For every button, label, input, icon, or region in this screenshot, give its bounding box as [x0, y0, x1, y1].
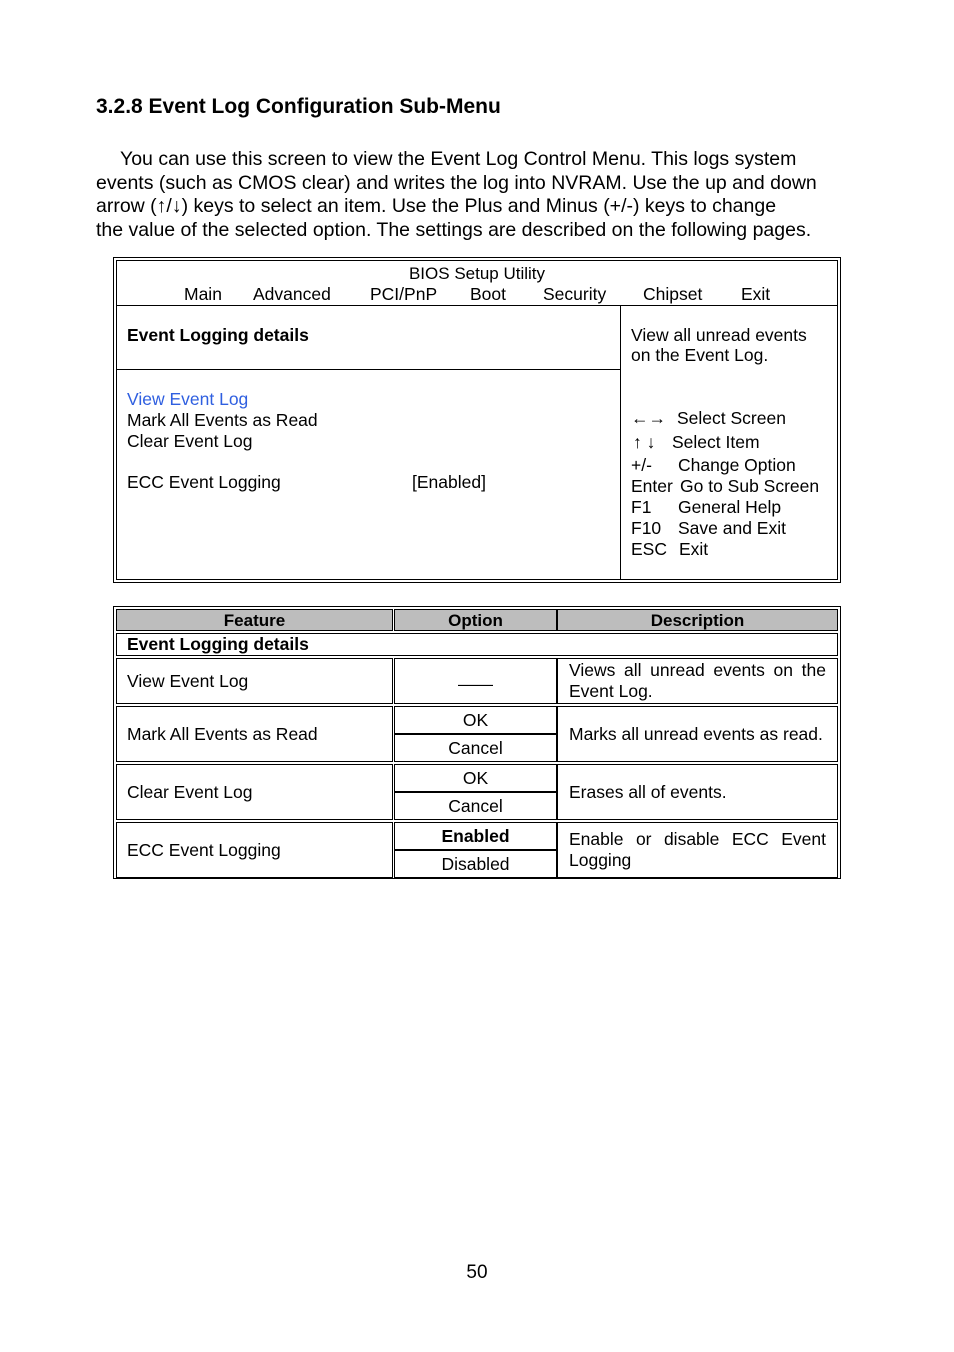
description-text: Erases all of events. — [569, 781, 727, 802]
menu-tab-pcipnp[interactable]: PCI/PnP — [370, 284, 438, 304]
table-row-option: Disabled — [394, 850, 557, 878]
key-action: Exit — [679, 539, 709, 559]
table-row-description — [557, 764, 838, 820]
bios-screen — [113, 257, 841, 583]
ecc-value[interactable]: [Enabled] — [412, 472, 486, 492]
menu-tab-exit[interactable]: Exit — [741, 284, 771, 304]
key-f1: F1 — [631, 497, 652, 517]
menu-item-clear-event-log[interactable]: Clear Event Log — [127, 431, 253, 451]
menu-tab-boot[interactable]: Boot — [470, 284, 506, 304]
key-action: Go to Sub Screen — [680, 476, 820, 496]
key-arrows-ud: ↑ ↓ — [633, 432, 656, 452]
table-row-option: OK — [394, 764, 557, 792]
table-row-feature: Mark All Events as Read — [116, 706, 393, 762]
table-row-description — [557, 822, 838, 878]
table-row-option: OK — [394, 706, 557, 734]
key-action: Save and Exit — [678, 518, 786, 538]
table-row-description — [557, 658, 838, 704]
key-plus-minus: +/- — [631, 455, 652, 475]
table-row-feature: ECC Event Logging — [116, 822, 393, 878]
menu-item-mark-all-read[interactable]: Mark All Events as Read — [127, 410, 318, 430]
page-number: 50 — [466, 1262, 488, 1283]
key-action: Change Option — [678, 455, 796, 475]
feature-table — [113, 606, 841, 879]
intro-paragraph — [96, 148, 866, 242]
key-action: General Help — [678, 497, 782, 517]
key-arrows-lr: ←→ — [631, 408, 666, 428]
key-action: Select Screen — [677, 408, 786, 428]
menu-tab-advanced[interactable]: Advanced — [253, 284, 331, 304]
help-text: on the Event Log. — [631, 345, 769, 365]
table-row-feature: Clear Event Log — [116, 764, 393, 820]
help-text: View all unread events — [631, 325, 807, 345]
key-esc: ESC — [631, 539, 667, 559]
menu-item-ecc-event-logging[interactable]: ECC Event Logging — [127, 472, 281, 492]
menu-tab-security[interactable]: Security — [543, 284, 607, 304]
description-text: Enable or disable ECC Event Logging — [569, 829, 826, 870]
divider — [620, 305, 621, 579]
menu-item-view-event-log[interactable]: View Event Log — [127, 389, 249, 409]
column-header-description: Description — [557, 609, 838, 631]
description-text: Views all unread events on the Event Log. — [569, 660, 826, 701]
divider — [117, 305, 837, 306]
menu-tab-chipset[interactable]: Chipset — [643, 284, 703, 304]
column-header-option: Option — [394, 609, 557, 631]
table-row-feature: View Event Log — [116, 658, 393, 704]
column-header-feature: Feature — [116, 609, 393, 631]
bios-title: BIOS Setup Utility — [408, 264, 546, 283]
table-row-option: —— — [394, 658, 557, 704]
table-row-option: Enabled — [394, 822, 557, 850]
intro-line: events (such as CMOS clear) and writes the log into NVRAM. Use the up and down — [96, 171, 817, 194]
table-row-option: Cancel — [394, 792, 557, 820]
key-f10: F10 — [631, 518, 662, 538]
bios-frame — [116, 260, 838, 580]
intro-line: You can use this screen to view the Event Log Control Menu. This logs system — [120, 148, 797, 170]
key-action: Select Item — [672, 432, 760, 452]
intro-line: arrow (↑/↓) keys to select an item. Use the Plus and Minus (+/-) keys to change — [96, 195, 777, 217]
section-heading: 3.2.8 Event Log Configuration Sub-Menu — [96, 95, 501, 118]
table-row-description — [557, 706, 838, 762]
table-row-option: Cancel — [394, 734, 557, 762]
intro-line: the value of the selected option. The settings are described on the following pages. — [96, 218, 812, 241]
divider — [117, 369, 620, 370]
table-group-title: Event Logging details — [116, 633, 838, 656]
key-enter: Enter — [631, 476, 673, 496]
bios-section-title: Event Logging details — [127, 325, 309, 345]
description-text: Marks all unread events as read. — [569, 723, 823, 744]
menu-tab-main[interactable]: Main — [184, 284, 222, 304]
